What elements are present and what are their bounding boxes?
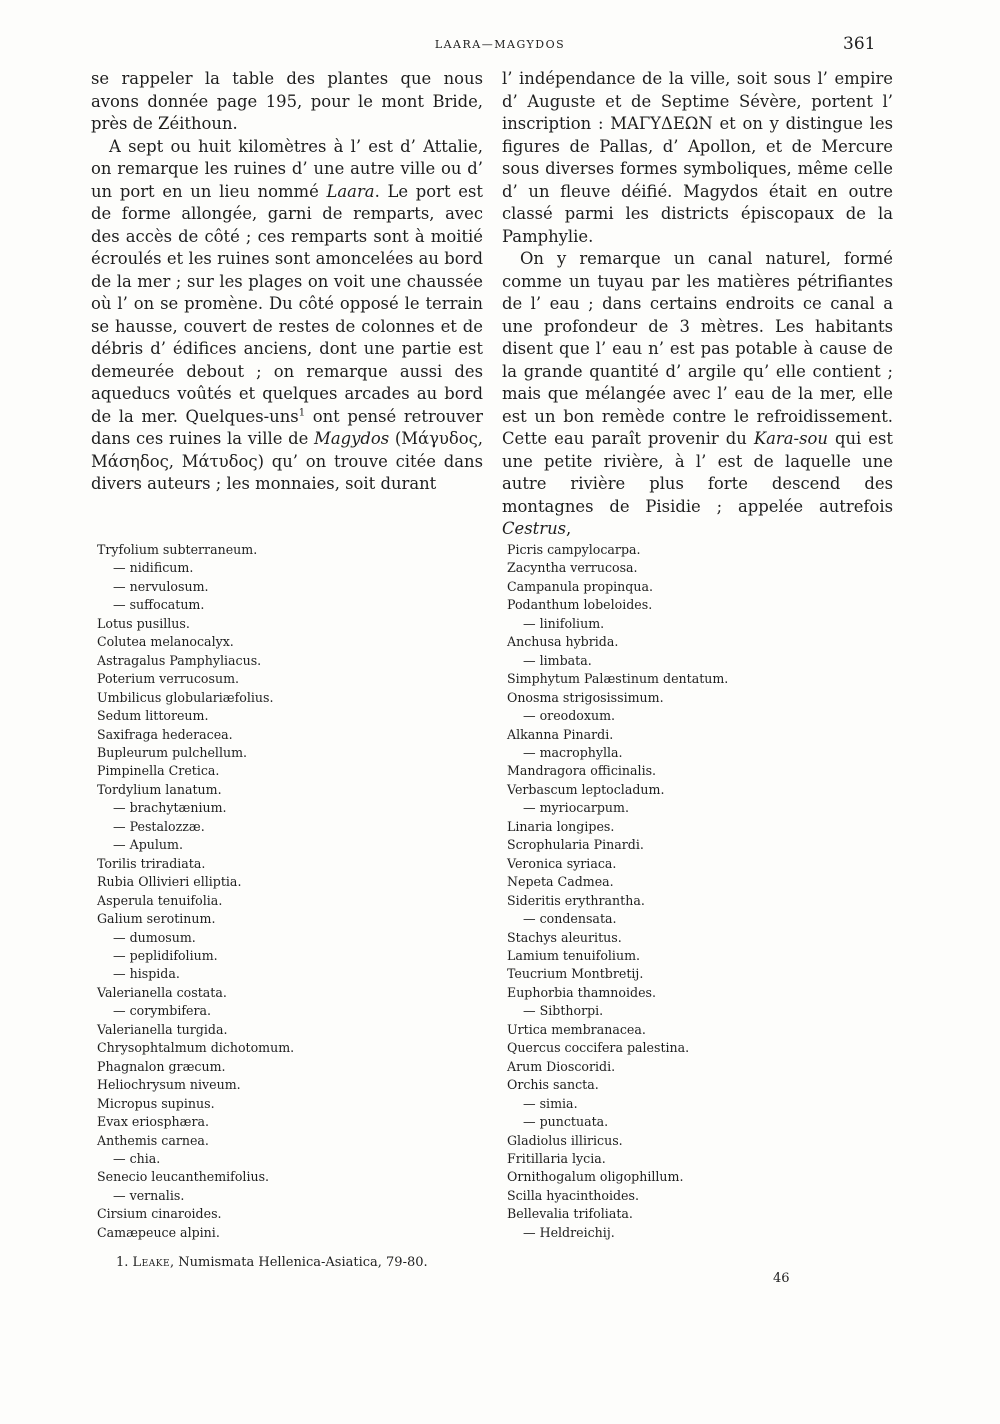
paragraph xyxy=(502,248,893,541)
plant-list-item: Fritillaria lycia. xyxy=(507,1150,606,1166)
plant-list-item: — dumosum. xyxy=(113,929,196,945)
plant-list-item: Lamium tenuifolium. xyxy=(507,947,641,963)
river-name-karasou: Kara-sou xyxy=(753,429,828,448)
plant-list-item: Phagnalon græcum. xyxy=(97,1058,226,1074)
plant-list-item: Tryfolium subterraneum. xyxy=(97,542,258,557)
plant-list-item: Scrophularia Pinardi. xyxy=(507,837,644,853)
plant-list-item: — limbata. xyxy=(523,652,592,668)
footnote-number: 1. xyxy=(116,1255,129,1270)
plant-list-item: Quercus coccifera palestina. xyxy=(507,1040,690,1056)
plant-list-item: Torilis triradiata. xyxy=(97,855,206,871)
plant-list-item: — nervulosum. xyxy=(113,578,209,594)
plant-list-item: Heliochrysum niveum. xyxy=(97,1077,241,1093)
text-run: On y remarque un canal naturel, formé comme un tuyau par les matières pétrifiantes de l’ eau ; dans certains endroits ce canal a une profondeur de 3 mètres. Les habitants disent que l’ eau n’ est pas potable à cause de la grande quantité d’ argile qu’ elle contient ; mais que mélangée avec l’ eau de la mer, elle est un bon remède contre le refroidissement. Cette eau paraît provenir du xyxy=(502,249,893,448)
plant-list-item: Nepeta Cadmea. xyxy=(507,874,614,890)
plant-list-item: Euphorbia thamnoides. xyxy=(507,984,657,1000)
running-title: LAARA—MAGYDOS xyxy=(434,38,566,51)
plant-list-item: Zacyntha verrucosa. xyxy=(507,560,638,576)
plant-list-item: — oreodoxum. xyxy=(523,708,616,724)
plant-list-item: — simia. xyxy=(523,1095,578,1111)
page-number: 361 xyxy=(843,34,876,54)
river-name-cestrus: Cestrus xyxy=(502,519,567,538)
plant-list-item: Valerianella costata. xyxy=(97,984,227,1000)
plant-list-item: — peplidifolium. xyxy=(113,947,218,963)
plant-list-item: Mandragora officinalis. xyxy=(507,763,657,779)
plant-list-item: Anthemis carnea. xyxy=(97,1132,209,1148)
place-name-laara: Laara xyxy=(326,181,375,201)
plant-list-item: Valerianella turgida. xyxy=(97,1021,228,1037)
plant-list-item: — Pestalozzæ. xyxy=(113,818,205,834)
plant-list-item: Chrysophtalmum dichotomum. xyxy=(97,1040,295,1056)
text-run: (Μάγυδος, Μάσηδος, Μάτυδος) qu’ on trouve citée dans divers auteurs ; les monnaies, soit durant xyxy=(91,429,483,493)
plant-list-item: Bellevalia trifoliata. xyxy=(507,1206,633,1222)
plant-list-item: — suffocatum. xyxy=(113,597,205,613)
plant-list-item: Podanthum lobeloides. xyxy=(507,597,653,613)
plant-list-item: Galium serotinum. xyxy=(97,911,216,927)
plant-list-item: Ornithogalum oligophillum. xyxy=(507,1169,684,1185)
plant-list-item: Evax eriosphæra. xyxy=(97,1114,210,1130)
plant-list-item: Camæpeuce alpini. xyxy=(97,1224,220,1240)
paragraph: l’ indépendance de la ville, soit sous l’ empire d’ Auguste et de Septime Sévère, portent l’ inscription : ΜΑΓΥΔΕΩΝ et on y distingue les figures de Pallas, d’ Apollon, et de Mercure sous diverses formes symboliques, même celle d’ un fleuve déifié. Magydos était en outre classé parmi les districts épiscopaux de la Pamphylie. xyxy=(502,69,893,246)
plant-list-item: Verbascum leptocladum. xyxy=(507,781,665,797)
plant-list-item: Linaria longipes. xyxy=(507,818,615,834)
plant-list-item: Scilla hyacinthoides. xyxy=(507,1187,639,1203)
plant-list-item: Stachys aleuritus. xyxy=(507,929,622,945)
plant-list-item: — myriocarpum. xyxy=(523,800,629,816)
plant-list-item: Astragalus Pamphyliacus. xyxy=(97,652,262,668)
plant-list-item: Veronica syriaca. xyxy=(507,855,617,871)
plant-list-item: Asperula tenuifolia. xyxy=(97,892,223,908)
plant-list-item: Urtica membranacea. xyxy=(507,1021,646,1037)
plant-list-item: — vernalis. xyxy=(113,1187,185,1203)
plant-list-item: Alkanna Pinardi. xyxy=(507,726,614,742)
plant-list-item: Orchis sancta. xyxy=(507,1077,599,1093)
plant-list-item: — Apulum. xyxy=(113,837,183,853)
footnote xyxy=(116,1255,428,1270)
plant-list-item: — chia. xyxy=(113,1150,161,1166)
plant-list-item: — Sibthorpi. xyxy=(523,1003,604,1019)
left-text-column xyxy=(91,68,483,496)
plant-list-item: Micropus supinus. xyxy=(97,1095,215,1111)
text-run: , xyxy=(566,519,572,538)
plant-list-item: Cirsium cinaroides. xyxy=(97,1206,222,1222)
plant-list-item: — brachytænium. xyxy=(113,800,227,816)
paragraph xyxy=(91,136,483,496)
footnote-ref: 1 xyxy=(298,407,306,419)
plant-list-item: — corymbifera. xyxy=(113,1003,212,1019)
plant-list-item: Picris campylocarpa. xyxy=(507,542,641,557)
plant-list-item: — condensata. xyxy=(523,911,617,927)
plant-list-item: Campanula propinqua. xyxy=(507,578,653,594)
right-text-column xyxy=(502,68,893,541)
plant-list-item: Rubia Ollivieri elliptia. xyxy=(97,874,242,890)
plant-list-item: Tordylium lanatum. xyxy=(97,781,222,797)
place-name-magydos: Magydos xyxy=(314,429,390,448)
paragraph: se rappeler la table des plantes que nous avons donnée page 195, pour le mont Bride, près de Zéithoun. xyxy=(91,69,483,133)
plant-list-item: — nidificum. xyxy=(113,560,194,576)
plant-list-item: — Heldreichij. xyxy=(523,1224,615,1240)
text-run: qui est une petite rivière, à l’ est de laquelle une autre rivière plus forte descend des montagnes de Pisidie ; appelée autrefois xyxy=(502,429,893,516)
plant-list-item: — linifolium. xyxy=(523,615,605,631)
signature-mark: 46 xyxy=(773,1271,790,1286)
plant-list-item: Colutea melanocalyx. xyxy=(97,634,234,650)
plant-list-right xyxy=(507,541,877,1242)
plant-list-item: Umbilicus globulariæfolius. xyxy=(97,689,274,705)
plant-list-item: Saxifraga hederacea. xyxy=(97,726,233,742)
plant-list-item: Pimpinella Cretica. xyxy=(97,763,220,779)
plant-list-item: Senecio leucanthemifolius. xyxy=(97,1169,270,1185)
plant-list-item: Arum Dioscoridi. xyxy=(507,1058,616,1074)
plant-list-item: Bupleurum pulchellum. xyxy=(97,744,248,760)
plant-list-item: Poterium verrucosum. xyxy=(97,671,240,687)
plant-list-item: Teucrium Montbretij. xyxy=(507,966,644,982)
plant-list-item: — punctuata. xyxy=(523,1114,609,1130)
plant-list-item: Simphytum Palæstinum dentatum. xyxy=(507,671,729,687)
plant-list-item: Anchusa hybrida. xyxy=(507,634,619,650)
plant-list-item: — macrophylla. xyxy=(523,744,623,760)
plant-list-item: Sideritis erythrantha. xyxy=(507,892,645,908)
plant-list-item: — hispida. xyxy=(113,966,180,982)
plant-list-item: Sedum littoreum. xyxy=(97,708,209,724)
footnote-author: Leake xyxy=(132,1255,171,1270)
plant-list-item: Lotus pusillus. xyxy=(97,615,190,631)
text-run: ont pensé retrouver dans ces ruines la ville de xyxy=(91,406,483,448)
plant-list-item: Gladiolus illiricus. xyxy=(507,1132,623,1148)
plant-list-item: Onosma strigosissimum. xyxy=(507,689,664,705)
text-run: . Le port est de forme allongée, garni de remparts, avec des accès de côté ; ces remparts sont à moitié écroulés et les ruines sont amoncelées au bord de la mer ; sur les plages on voit une chaussée où l’ on se promène. Du côté opposé le terrain se hausse, couvert de restes de colonnes et de débris d’ édifices anciens, dont une partie est demeurée debout ; on remarque aussi des aqueducs voûtés et quelques arcades au bord de la mer. Quelques-uns xyxy=(91,181,483,426)
text-run: A sept ou huit kilomètres à l’ est d’ Attalie, on remarque les ruines d’ une autre ville ou d’ un port en un lieu nommé xyxy=(91,136,483,201)
plant-list-left xyxy=(97,541,467,1242)
footnote-text: , Numismata Hellenica-Asiatica, 79-80. xyxy=(170,1255,428,1270)
